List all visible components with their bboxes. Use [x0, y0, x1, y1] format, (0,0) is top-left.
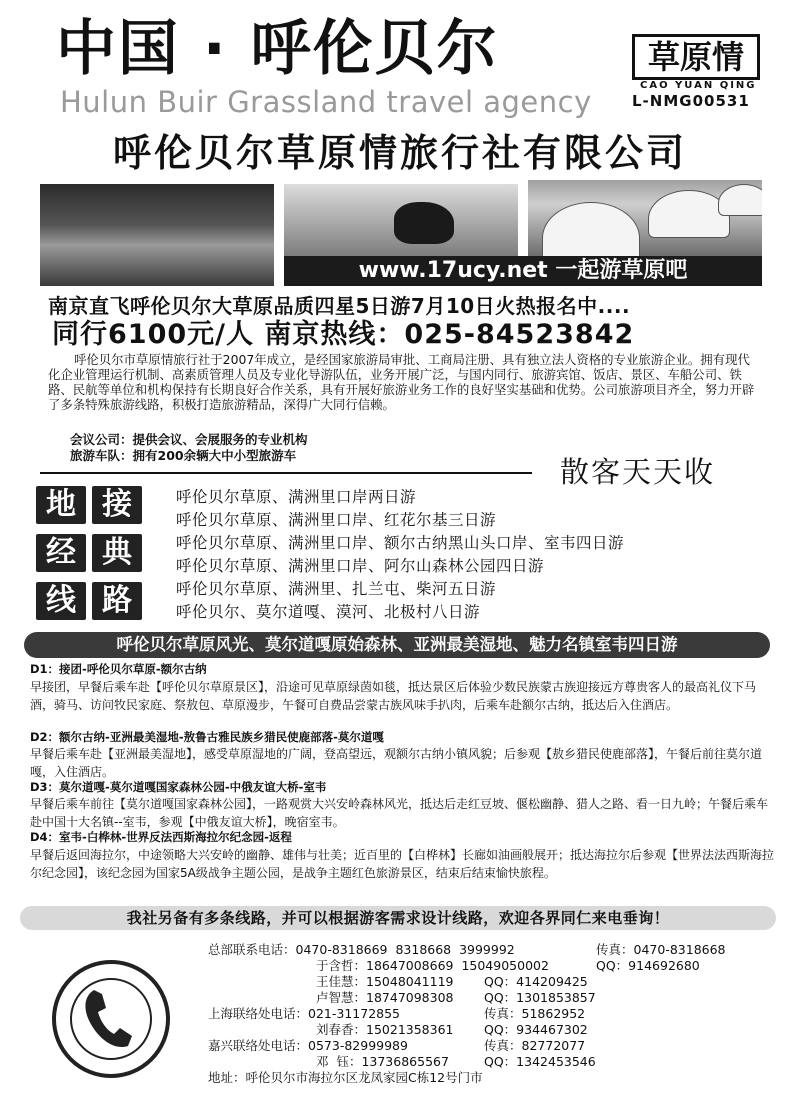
- contact-phone: 15021358361: [366, 1022, 454, 1037]
- jiaxing-phone: 0573-82999989: [308, 1038, 408, 1053]
- contact-phone: 18747098308: [366, 990, 454, 1005]
- shanghai-fax: 51862952: [521, 1006, 586, 1021]
- hq-fax-number: 0470-8318668: [633, 942, 726, 957]
- contact-name: 于含哲：: [316, 958, 367, 973]
- hq-fax-label: 传真：: [596, 942, 634, 957]
- contact-person-row: [316, 1054, 449, 1069]
- badge-char: 接: [92, 486, 142, 524]
- day-description: 早餐后乘车前往【莫尔道嘎国家森林公园】，一路观赏大兴安岭森林风光，抵达后走红豆坡、偃松幽静、猎人之路、看一日九岭；午餐后乘车赴中国十大名镇--室韦，参观【中俄友谊大桥】，晚宿室韦。: [30, 797, 769, 829]
- shanghai-phone: 021-31172855: [308, 1006, 401, 1021]
- contact-person-row: [316, 990, 454, 1005]
- shanghai-label: 上海联络处电话：: [208, 1006, 309, 1021]
- phone-icon: [52, 960, 170, 1078]
- shanghai-phone-row: [208, 1006, 400, 1021]
- day-heading: D3：莫尔道嘎-莫尔道嘎国家森林公园-中俄友谊大桥-室韦: [30, 780, 327, 794]
- day-description: 早餐后返回海拉尔，中途领略大兴安岭的幽静、雄伟与壮美；近百里的【白桦林】长廊如油画般展开；抵达海拉尔后参观【世界法法西斯海拉尔纪念园】，该纪念园为国家5A级战争主题公园，是战争主题红色旅游景区，结束后结束愉快旅程。: [30, 848, 775, 880]
- horse-rider-silhouette: [394, 202, 454, 244]
- website-url-banner[interactable]: www.17ucy.net 一起游草原吧: [284, 256, 762, 286]
- grassland-river-photo: [40, 184, 274, 286]
- divider: [40, 472, 532, 474]
- horse-rider-photo: [284, 184, 518, 256]
- contact-qq: QQ：414209425: [484, 974, 588, 989]
- route-item: 呼伦贝尔草原、满洲里口岸、额尔古纳黑山头口岸、室韦四日游: [176, 534, 625, 552]
- contact-name: 卢智慧：: [316, 990, 367, 1005]
- contact-qq: QQ：934467302: [484, 1022, 588, 1037]
- shanghai-fax-label: 传真：: [484, 1006, 522, 1021]
- address: 地址：呼伦贝尔市海拉尔区龙凤家园C栋12号门市: [208, 1070, 483, 1085]
- brand-logo-subtext: CAO YUAN QING: [640, 80, 757, 91]
- badge-char: 地: [36, 486, 86, 524]
- company-name: 呼伦贝尔草原情旅行社有限公司: [112, 131, 687, 175]
- badge-char: 路: [92, 582, 142, 620]
- badge-char: 经: [36, 534, 86, 572]
- shanghai-fax-row: [484, 1006, 585, 1021]
- contact-phone: 13736865567: [361, 1054, 449, 1069]
- yurt-shape: [648, 190, 730, 238]
- jiaxing-fax-label: 传真：: [484, 1038, 522, 1053]
- offer-headline: 南京直飞呼伦贝尔大草原品质四星5日游7月10日火热报名中....: [48, 294, 631, 318]
- inquiry-banner: 我社另备有多条线路，并可以根据游客需求设计线路，欢迎各界同仁来电垂询！: [20, 906, 776, 930]
- day-heading: D1：接团-呼伦贝尔草原-额尔古纳: [30, 662, 207, 676]
- badge-char: 典: [92, 534, 142, 572]
- route-item: 呼伦贝尔草原、满洲里口岸两日游: [176, 488, 417, 506]
- contact-qq: QQ：914692680: [596, 958, 700, 973]
- jiaxing-phone-row: [208, 1038, 408, 1053]
- page-subtitle: Hulun Buir Grassland travel agency: [60, 85, 592, 119]
- hq-phone-numbers: 0470-8318669 8318668 3999992: [295, 942, 515, 957]
- contact-name: 邓 钰：: [316, 1054, 362, 1069]
- route-item: 呼伦贝尔草原、满洲里、扎兰屯、柴河五日游: [176, 580, 497, 598]
- contact-phone: 15048041119: [366, 974, 454, 989]
- service-fleet: 旅游车队：拥有200余辆大中小型旅游车: [70, 448, 297, 463]
- day-description: 早餐后乘车赴【亚洲最美湿地】，感受草原湿地的广阔，登高望远，观额尔古纳小镇风貌；后参观【敖乡猎民使鹿部落】，午餐后前往莫尔道嘎，入住酒店。: [30, 747, 763, 779]
- service-meeting: 会议公司：提供会议、会展服务的专业机构: [70, 432, 308, 447]
- contact-name: 王佳慧：: [316, 974, 367, 989]
- hq-phone-row: [208, 942, 515, 957]
- yurt-shape: [718, 184, 762, 216]
- company-intro: 呼伦贝尔市草原情旅行社于2007年成立，是经国家旅游局审批、工商局注册、具有独立法人资格的专业旅游企业。拥有现代化企业管理运行机制、高素质管理人员及专业化导游队伍，业务开展广泛，与国内同行、旅游宾馆、饭店、景区、车船公司、铁路、民航等单位和机构保持有长期良好合作关系，具有开展好旅游业务工作的良好坚实基础和优势。公司旅游项目齐全，努力开辟了多条特殊旅游线路，积极打造旅游精品，深得广大同行信赖。: [48, 352, 755, 412]
- route-item: 呼伦贝尔、莫尔道嘎、漠河、北极村八日游: [176, 603, 481, 621]
- yurt-shape: [542, 202, 640, 260]
- contact-qq: QQ：1301853857: [484, 990, 596, 1005]
- day-description: 早接团，早餐后乘车赴【呼伦贝尔草原景区】，沿途可见草原绿茵如毯，抵达景区后体验少数民族蒙古族迎接远方尊贵客人的最高礼仪下马酒，骑马、访问牧民家庭、祭敖包、草原漫步，午餐可自费品尝蒙古族风味手扒肉，后乘车赴额尔古纳，抵达后入住酒店。: [30, 680, 757, 712]
- phone-handset-icon: [80, 986, 142, 1052]
- day-heading: D4：室韦-白桦林-世界反法西斯海拉尔纪念园-返程: [30, 830, 292, 844]
- contact-person-row: [316, 974, 454, 989]
- hq-phone-label: 总部联系电话：: [208, 942, 296, 957]
- contact-name: 刘春香：: [316, 1022, 367, 1037]
- jiaxing-label: 嘉兴联络处电话：: [208, 1038, 309, 1053]
- route-item: 呼伦贝尔草原、满洲里口岸、红花尔基三日游: [176, 511, 497, 529]
- day-heading: D2：额尔古纳-亚洲最美湿地-敖鲁古雅民族乡猎民使鹿部落-莫尔道嘎: [30, 730, 384, 744]
- contact-person-row: [316, 1022, 454, 1037]
- page-title: 中国 · 呼伦贝尔: [56, 14, 499, 84]
- contact-person-row: [316, 958, 549, 973]
- contact-qq: QQ：1342453546: [484, 1054, 596, 1069]
- price-hotline: 同行6100元/人 南京热线：025-84523842: [52, 319, 635, 350]
- yurt-photo: [528, 180, 762, 260]
- badge-char: 线: [36, 582, 86, 620]
- contact-phone: 18647008669 15049050002: [366, 958, 549, 973]
- route-item: 呼伦贝尔草原、满洲里口岸、阿尔山森林公园四日游: [176, 557, 545, 575]
- brand-logo: 草原情: [632, 34, 760, 80]
- tour-title-banner: 呼伦贝尔草原风光、莫尔道嘎原始森林、亚洲最美湿地、魅力名镇室韦四日游: [24, 632, 770, 658]
- jiaxing-fax-row: [484, 1038, 585, 1053]
- hq-fax-row: [596, 942, 726, 957]
- daily-tour-label: 散客天天收: [560, 455, 716, 489]
- license-number: L-NMG00531: [632, 92, 750, 110]
- jiaxing-fax: 82772077: [521, 1038, 586, 1053]
